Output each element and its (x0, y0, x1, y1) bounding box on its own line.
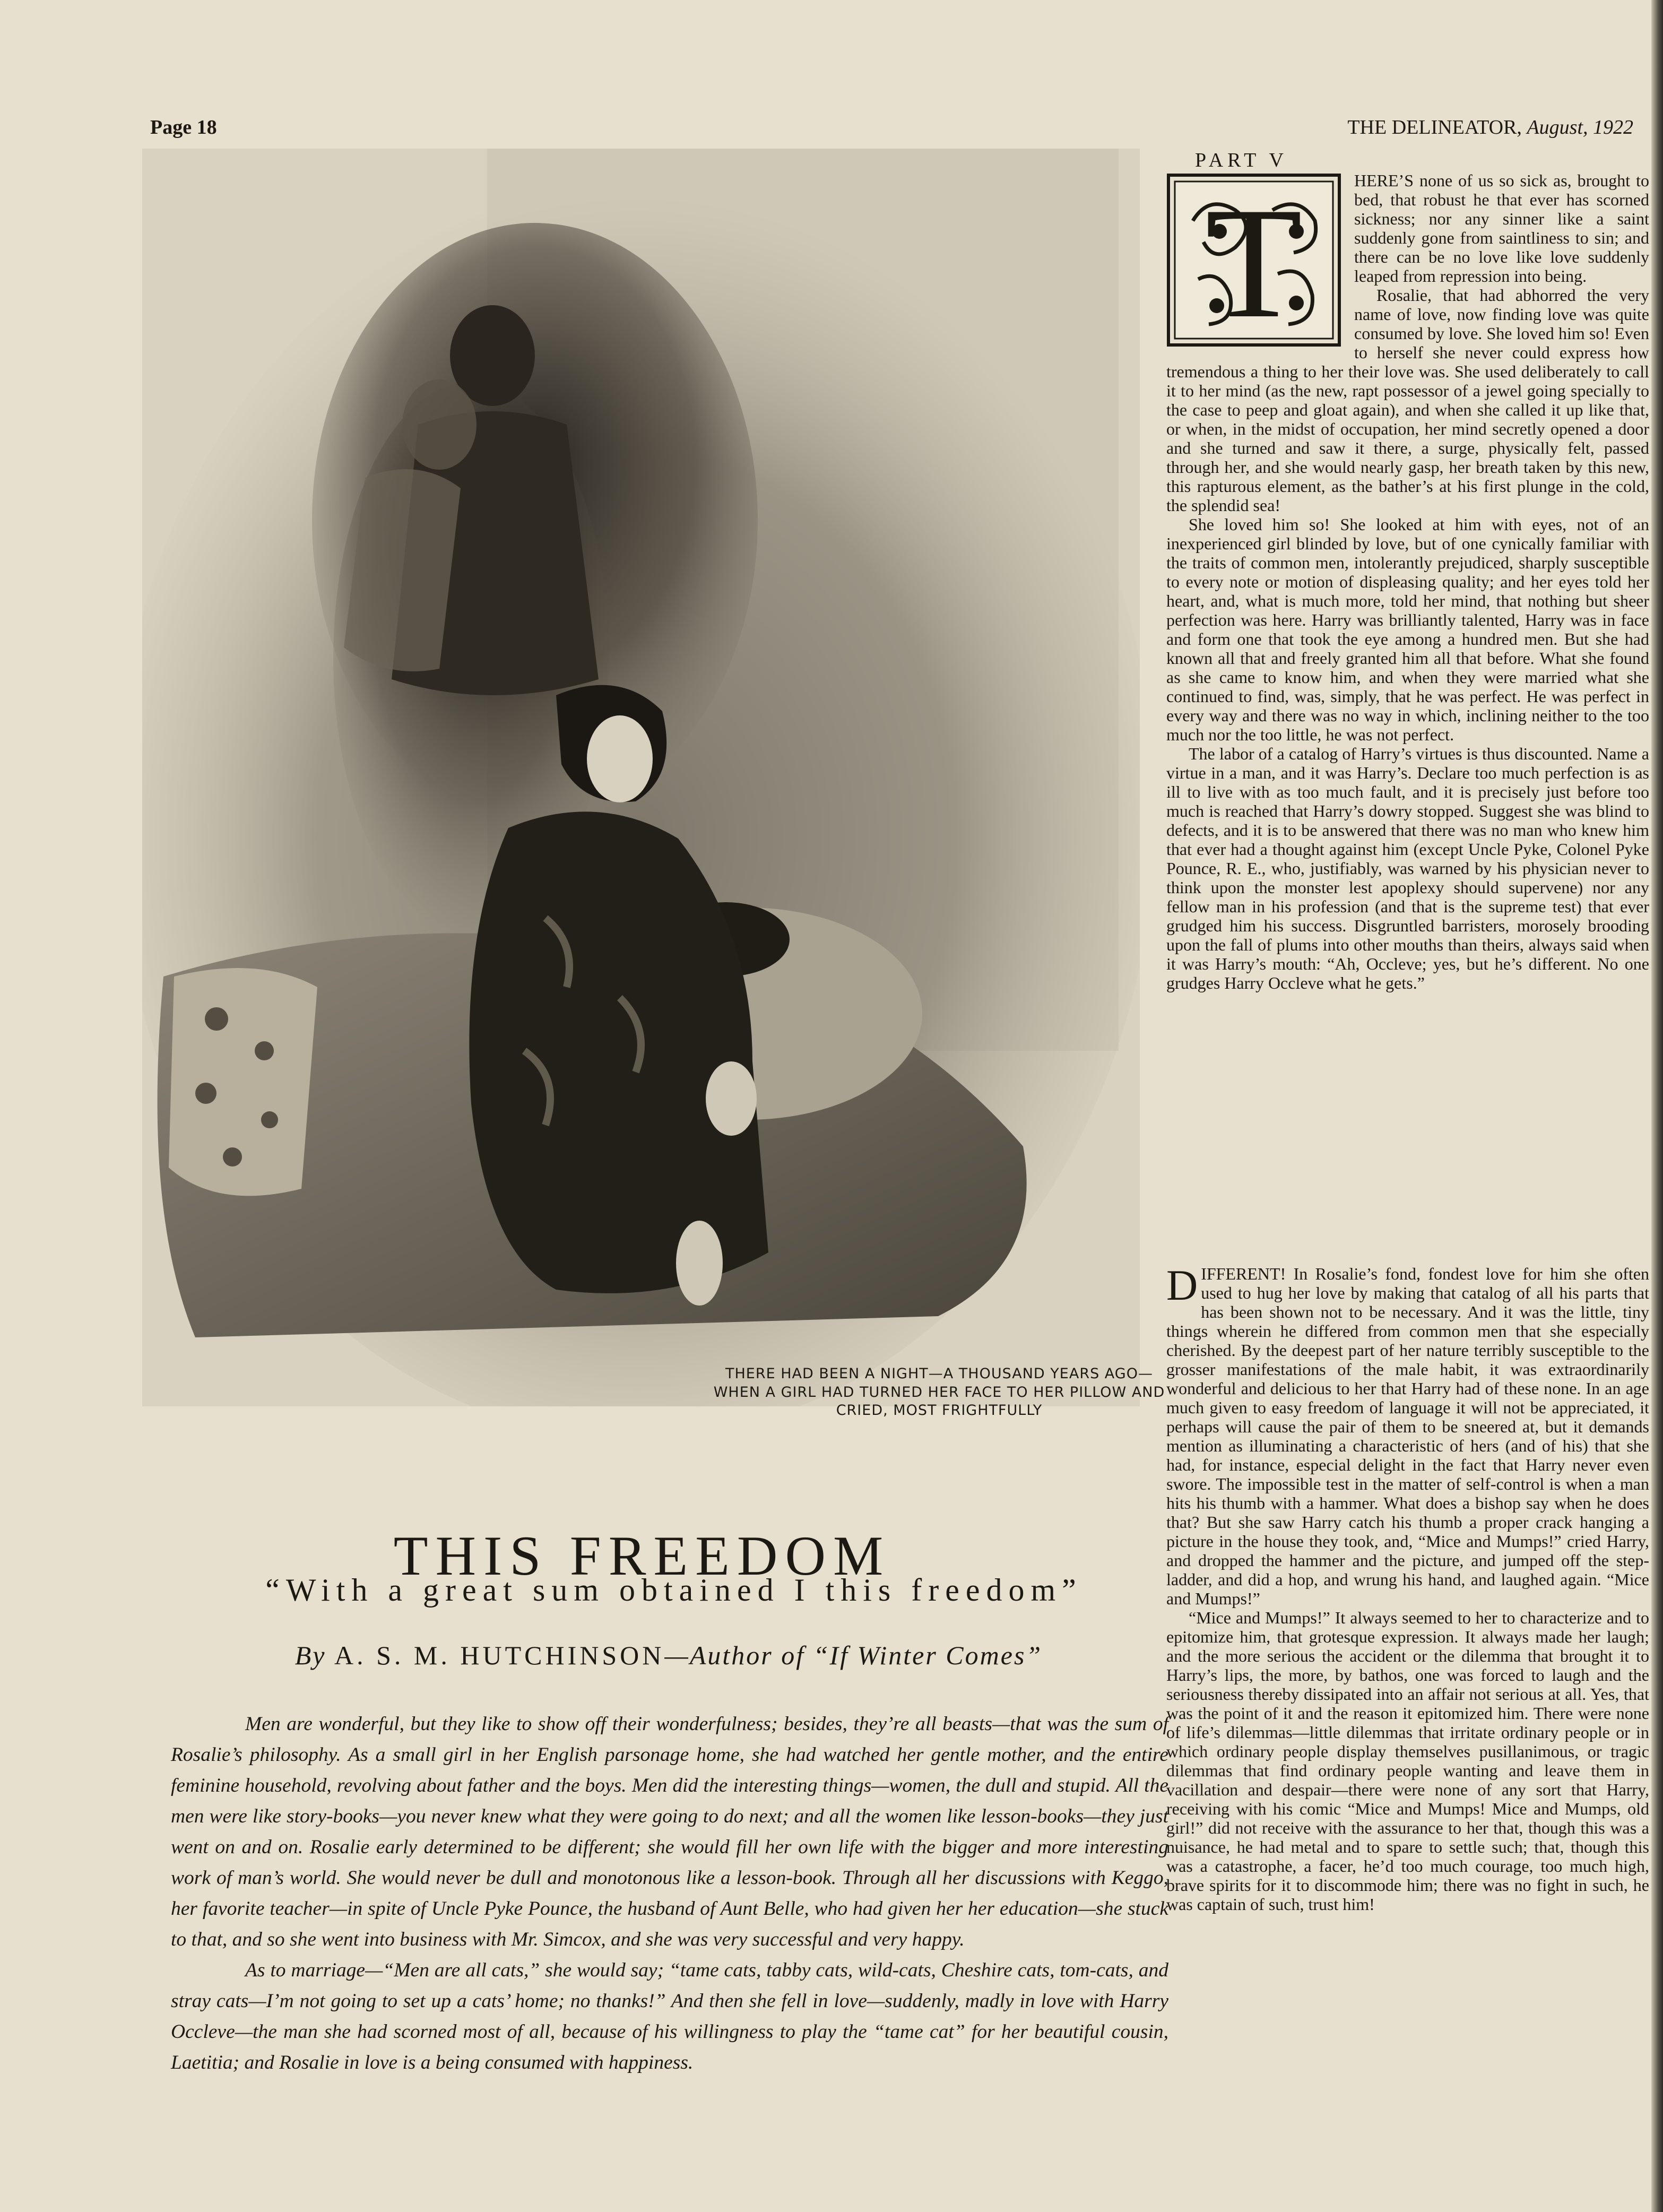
woman-dream-head (402, 379, 477, 470)
section-opening-paragraph: IFFERENT! In Rosalie’s fond, fondest love for him she often used to hug her love by making that catalog of all his parts that has been shown not to be necessary. And it was the little, tiny things wherein he differed from common men that she especially cherished. By the deepest part of her nature terribly susceptible to the grosser manifestations of the male habit, it was extraordinarily wonderful and delicious to her that Harry had of these none. In an age much given to easy freedom of language it will not be appreciated, it perhaps will cause the pair of them to be sneered at, but it demands mention as illuminating a characteristic of hers (and of his) that she had, for instance, especial delight in the fact that Harry never even swore. The impossible test in the matter of self-control is when a man hits his thumb with a hammer. What does a bishop say when he does that? But she saw Harry catch his thumb a proper crack hanging a picture in the house they took, and, “Mice and Mumps!” cried Harry, and dropped the hammer and the picture, and jumped off the step-ladder, and did a hop, and wrung his hand, and laughed again. “Mice and Mumps!” (1166, 1264, 1649, 1608)
woman-hand (706, 1061, 757, 1136)
magazine-name: THE DELINEATOR, (1347, 116, 1522, 139)
ornamental-drop-cap (1166, 173, 1341, 347)
illustration-caption: THERE HAD BEEN A NIGHT—A THOUSAND YEARS AGO—WHEN A GIRL HAD TURNED HER FACE TO HER PILLOW AND CRIED, MOST FRIGHTFULLY (713, 1366, 1165, 1419)
section-initial: D (1166, 1261, 1198, 1309)
woman-face (587, 715, 653, 802)
opening-paragraph: HERE’S none of us so sick as, brought to bed, that robust he that ever has scorned sickness; nor any sinner like a saint suddenly gone from saintliness to sin; and there can be no love like love suddenly leaped from repression into being. (1354, 171, 1649, 286)
synopsis-paragraph: As to marriage—“Men are all cats,” she would say; “tame cats, tabby cats, wild-cats, Cheshire cats, tom-cats, and stray cats—I’m not going to set up a cats’ home; no thanks!” And then she fell in love—suddenly, madly in love with Harry Occleve—the man she had scorned most of all, because of his willingness to play the “tame cat” for her beautiful cousin, Laetitia; and Rosalie in love is a being consumed with happiness. (171, 1959, 1168, 2073)
author-credit: —Author of “If Winter Comes” (664, 1640, 1043, 1670)
author-name: A. S. M. HUTCHINSON (334, 1640, 665, 1670)
page-edge-shadow (1651, 0, 1663, 2212)
synopsis-paragraph: Men are wonderful, but they like to show off their wonderfulness; besides, they’re all beasts—that was the sum of Rosalie’s philosophy. As a small girl in her English parsonage home, she had watched her gentle mother, and the entire feminine household, revolving about father and the boys. Men did the interesting things—women, the dull and stupid. All the men were like story-books—you never knew what they were going to do next; and all the women like lesson-books—they just went on and on. Rosalie early determined to be different; she would fill her own life with the bigger and more interesting work of man’s world. She would never be dull and monotonous like a lesson-book. Through all her discussions with Keggo, her favorite teacher—in spite of Uncle Pyke Pounce, the husband of Aunt Belle, who had given her her education—she stuck to that, and so she went into business with Mr. Simcox, and she was very successful and very happy. (171, 1713, 1168, 1950)
synopsis (171, 1709, 1168, 2078)
masthead (1347, 116, 1633, 139)
story-epigraph: “With a great sum obtained I this freedom” (265, 1572, 1082, 1608)
part-label: PART V (1195, 149, 1288, 171)
body-paragraph: She loved him so! She looked at him with eyes, not of an inexperienced girl blinded by love, but of one cynically familiar with the traits of common men, intolerantly prejudiced, sharply susceptible to every note or motion of displeasing quality; and her eyes told her heart, and, what is much more, told her mind, that nothing but sheer perfection was here. Harry was brilliantly talented, Harry was in face and form one that took the eye among a hundred men. But she had known all that and freely granted him all that before. What she found as she came to know him, and when they were married what she continued to find, was, simply, that he was perfect. He was perfect in every way and there was no way in which, inclining neither to the too much nor the too little, he was not perfect. (1166, 515, 1649, 744)
woman-hand-left (676, 1221, 723, 1306)
body-paragraph: “Mice and Mumps!” It always seemed to her to characterize and to epitomize him, that grotesque expression. It always made her laugh; and the more serious the accident or the dilemma that brought it to Harry’s lips, the more, by bathos, one was forced to laugh and the seriousness thereby dissipated into an affair not serious at all. Yes, that was the point of it and the reason it epitomized him. There were none of life’s dilemmas—little dilemmas that irritate ordinary people or in which ordinary people display themselves pusillanimous, or tragic dilemmas that find ordinary people wanting and leave them in vacillation and despair—there were none of any sort that Harry, receiving with his comic “Mice and Mumps! Mice and Mumps, old girl!” did not receive with the assurance to her that, though this was a nuisance, he had metal and to spare to settle such; that, though this was a catastrophe, a facer, he’d too much courage, too much high, brave spirits for it to discommode him; there was no fight in such, he was captain of such, trust him! (1166, 1608, 1649, 1914)
story-title: THIS FREEDOM (393, 1525, 891, 1587)
body-paragraph: Rosalie, that had abhorred the very name of love, now finding love was quite consumed by love. She loved him so! Even to herself she never could express how tremendous a thing to her their love was. She used deliberately to call it to her mind (as the new, rapt possessor of a jewel going specially to the case to peep and gloat again), and when she called it up like that, or when, in the midst of occupation, her mind secretly opened a door and she turned and saw it there, a surge, physically felt, passed through her, and she would nearly gasp, her breath taken by this new, this rapturous element, as the bather’s at his first plunge in the cold, the splendid sea! (1166, 286, 1649, 515)
drop-cap-letter: T (1205, 175, 1303, 347)
story-illustration (142, 149, 1140, 1406)
byline-by: By (295, 1640, 326, 1670)
body-paragraph: The labor of a catalog of Harry’s virtues is thus discounted. Name a virtue in a man, and it was Harry’s. Declare too much perfection is as ill to live with as too much fault, and it is precisely just before too much is reached that Harry’s dowry stopped. Suggest she was blind to defects, and it is to be answered that there was no man who knew him that ever had a thought against him (except Uncle Pyke, Colonel Pyke Pounce, R. E., who, justifiably, was warned by his physician never to think upon the monster lest apoplexy should supervene) nor any fellow man in his profession (and that is the supreme test) that ever grudged him his success. Disgruntled barristers, morosely brooding upon the fall of plums into other mouths than theirs, always said when it was Harry’s mouth: “Ah, Occleve; yes, but he’s different. No one grudges Harry Occleve what he gets.” (1166, 744, 1649, 992)
drop-cap-initial (1166, 173, 1341, 347)
text-column-top (1166, 151, 1649, 992)
text-column-bottom (1166, 1261, 1649, 1914)
illustration-artwork (142, 149, 1140, 1406)
byline (202, 1640, 1136, 1671)
floral-pillow (169, 968, 317, 1196)
issue-date: August, 1922 (1527, 116, 1633, 139)
page-number: Page 18 (150, 116, 217, 139)
